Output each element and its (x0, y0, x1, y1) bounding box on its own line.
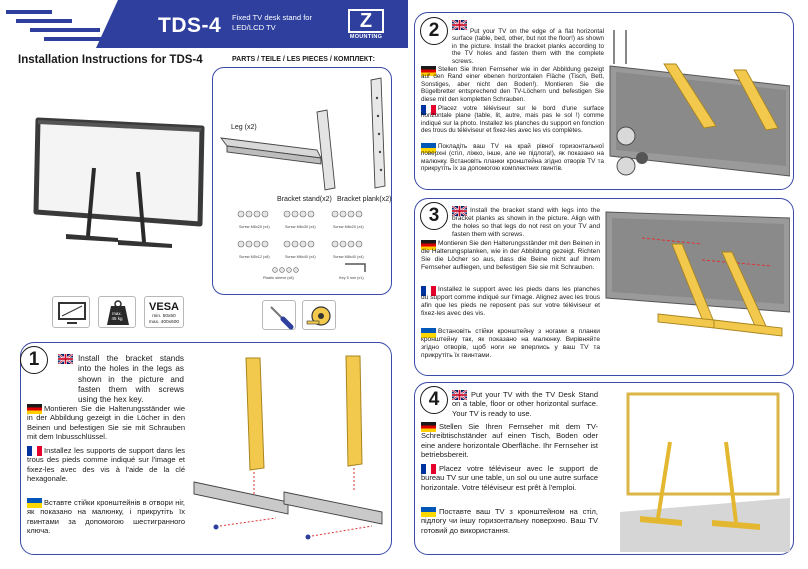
vesa-min: min. 50x50 (152, 314, 176, 319)
step-1-illustration (192, 350, 388, 552)
parts-heading: PARTS / TEILE / LES PIECES / КОМПЛЕКТ: (232, 56, 375, 63)
step-1-text-en: Install the bracket stands into the holes in the legs as shown in the picture and fasten them with screws using the hex key. (78, 354, 184, 405)
step-1-number: 1 (20, 346, 48, 374)
screw-label-5: Screw M6x40 (x4) (285, 255, 316, 259)
part-leg-label: Leg (x2) (231, 124, 257, 131)
screws-drawing (235, 208, 389, 286)
screwdriver-icon (262, 300, 296, 330)
step-4-text-fr: Placez votre téléviseur avec le support de bureau TV sur une table, un sol ou une autre surface horizontale. Votre téléviseur est prêt à l'emploi. (421, 464, 598, 492)
weight-line-1: max. (112, 311, 122, 316)
screw-label-2: Screw M6x30 (x4) (285, 225, 316, 229)
tape-measure-icon (302, 300, 336, 330)
step-2-illustration (606, 16, 790, 188)
step-4-text-ua: Поставте ваш TV з кронштейном на стіл, підлогу чи іншу горизонтальну поверхню. Ваш TV готовий до використання. (421, 507, 598, 535)
parts-panel (212, 67, 392, 295)
step-1-text-fr: Installez les supports de support dans les trous des pieds comme indiqué sur l'image et fixez-les avec des vis à l'aide de la clé hexagonale. (27, 446, 185, 483)
vesa-badge (144, 296, 184, 328)
max-weight-icon (98, 296, 136, 328)
step-1-text-ua: Вставте стійки кронштейнів в отвори ніг, як показано на малюнку, і прикрутіть їх гвинтами за допомогою шестигранного ключа. (27, 498, 185, 535)
brand-logo (348, 9, 384, 43)
step-3-text-ua: Встановіть стійки кронштейну з ногами в планки кронштейну так, як показано на малюнку. Вирівняйте згідно отворів, щоб ноги не вперлись у ваш TV та прикрутіть їх гвинтами. (421, 328, 600, 359)
step-3-text-fr: Installez le support avec les pieds dans les planches du support comme indiqué sur l'image. Alignez avec les trous afin que les pieds ne reposent pas sur votre téléviseur et fixez-les avec des vis. (421, 286, 600, 317)
part-bracket-stand-label: Bracket stand(x2) (277, 196, 332, 203)
flag-uk-icon (58, 354, 73, 364)
header-banner (0, 0, 408, 48)
step-2-number: 2 (420, 17, 448, 45)
page-title: Installation Instructions for TDS-4 (18, 54, 203, 66)
step-3-number: 3 (420, 202, 448, 230)
tv-on-stand-illustration (30, 108, 210, 258)
step-1-text-de: Montieren Sie die Halterungsständer wie in der Abbildung gezeigt in die Löcher in den Beinen und befestigen Sie sie mit Schrauben mit dem Inbusschlüssel. (27, 404, 185, 441)
step-2-text-de: Stellen Sie Ihren Fernseher wie in der Abbildung gezeigt auf den Rand einer ebenen horizontalen Fläche (Tisch, Bett, Sonstiges, aber nicht den Boden!). Montieren Sie die Bügelbretter entsprechend den TV-Löchern und befestigen Sie diese mit den kompletten Schrauben. (421, 66, 604, 103)
step-3-text-en: Install the bracket stand with legs into the bracket planks as shown in the picture. Align with the holes so that legs do not rest on your TV and fasten them with screws. (452, 207, 600, 238)
vesa-max: max. 400x600 (148, 320, 180, 325)
plastic-sleeve-label: Plastic sleeve (x8) (263, 276, 294, 280)
model-subtitle: Fixed TV desk stand for LED/LCD TV (232, 13, 313, 32)
screw-label-3: Screw M8x20 (x4) (333, 225, 364, 229)
model-title: TDS-4 (158, 14, 222, 37)
weight-line-2: 45 kg (111, 316, 123, 321)
part-bracket-plank-label: Bracket plank(x2) (337, 196, 392, 203)
vesa-title: VESA (149, 301, 179, 313)
step-4-number: 4 (420, 386, 448, 414)
step-3-illustration (602, 204, 790, 372)
tv-size-icon (52, 296, 90, 328)
step-4-text-en: Put your TV with the TV Desk Stand on a table, floor or other horizontal surface. Your TV is ready to use. (452, 390, 598, 418)
logo-letter: Z (348, 9, 384, 33)
step-3-text-de: Montieren Sie den Halterungsständer mit den Beinen in die Halterungsplanken, wie in der Abbildung gezeigt. Richten Sie die Löcher so aus, dass die Beine nicht auf Ihrem Fernseher aufliegen, und befestigen Sie sie mit Schrauben. (421, 240, 601, 271)
screw-label-1: Screw M6x20 (x4) (239, 225, 270, 229)
key-label: Key 5 mm (x1) (339, 276, 364, 280)
step-4-illustration (600, 388, 790, 552)
logo-word: MOUNTING (349, 34, 383, 40)
screw-label-4: Screw M5x12 (x8) (239, 255, 270, 259)
step-4-text-de: Stellen Sie Ihren Fernseher mit dem TV-Schreibtischständer auf einen Tisch, Boden oder eine andere horizontale Oberfläche. Ihr Fernseher ist betriebsbereit. (421, 422, 598, 459)
step-2-text-fr: Placez votre téléviseur sur le bord d'une surface horizontale plane (table, lit, autre, mais pas le sol !) comme indiqué sur la photo. Installez les planches du support en fonction des trous du téléviseur et fixez-les avec les vis complètes. (421, 105, 604, 135)
step-2-text-en: Put your TV on the edge of a flat horizontal surface (table, bed, other, but not the floor!) as shown in the picture. Install the bracket planks according to the TV holes and fasten them with the complete screws. (452, 28, 604, 65)
screw-label-6: Screw M8x40 (x4) (333, 255, 364, 259)
step-2-text-ua: Покладіть ваш TV на край рівної горизонтальної поверхні (стіл, ліжко, інше, але не підлога!), як показано на малюнку. Встановіть планки кронштейна згідно отворів TV та прикрутіть їх за допомогою комплектних гвинтів. (421, 143, 604, 173)
